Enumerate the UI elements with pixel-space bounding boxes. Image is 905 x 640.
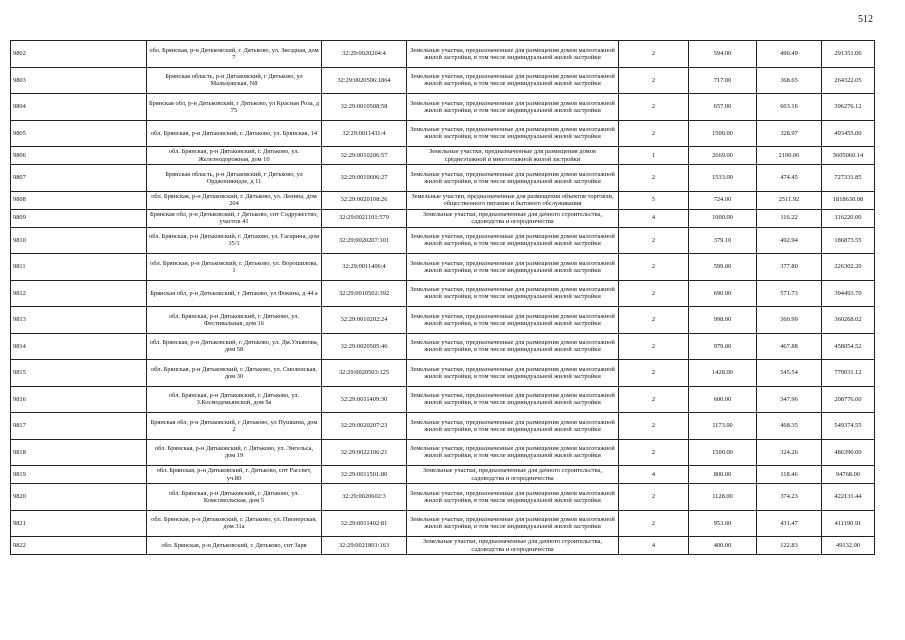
specific-value-cell: 545.54 — [757, 360, 822, 387]
address-cell: обл. Брянская, р-н Дятьковский, г. Дятьково, ул. Ленина, дом 204 — [147, 191, 322, 209]
area-cell: 1128.00 — [689, 484, 757, 511]
group-code-cell: 1 — [619, 147, 689, 165]
cadastral-value-cell: 5605060.14 — [822, 147, 875, 165]
group-code-cell: 2 — [619, 510, 689, 537]
land-use-cell: Земельные участки, предназначенные для размещения домов малоэтажной жилой застройки, в том числе индивидуальной жилой застройки — [407, 120, 619, 147]
specific-value-cell: 374.23 — [757, 484, 822, 511]
area-cell: 724.00 — [689, 191, 757, 209]
table-row — [11, 360, 875, 387]
row-number-cell: 9808 — [11, 191, 147, 209]
specific-value-cell: 324.26 — [757, 439, 822, 466]
table-row — [11, 510, 875, 537]
group-code-cell: 2 — [619, 360, 689, 387]
area-cell: 379.10 — [689, 227, 757, 254]
specific-value-cell: 368.65 — [757, 67, 822, 94]
cadastral-number-cell: 32:29:0011406:4 — [322, 254, 407, 281]
area-cell: 998.00 — [689, 307, 757, 334]
address-cell: обл. Брянская, р-н Дятьковский, г. Дятьково, снт Рассвет, уч.80 — [147, 466, 322, 484]
land-use-cell: Земельные участки, предназначенные для размещения домов малоэтажной жилой застройки, в том числе индивидуальной жилой застройки — [407, 413, 619, 440]
address-cell: обл. Брянская, р-н Дятьковский, г. Дятьково, ул. Смоленская, дом 30 — [147, 360, 322, 387]
specific-value-cell: 122.83 — [757, 537, 822, 555]
cadastral-number-cell: 32:29:0020505:46 — [322, 333, 407, 360]
address-cell: обл. Брянская, р-н Дятьковский, г. Дятьково, ул. Ворошилова, 1 — [147, 254, 322, 281]
table-row — [11, 191, 875, 209]
land-registry-table — [10, 40, 875, 555]
cadastral-value-cell: 264322.05 — [822, 67, 875, 94]
cadastral-number-cell: 32:29:0011501:80 — [322, 466, 407, 484]
specific-value-cell: 2100.06 — [757, 147, 822, 165]
area-cell: 800.00 — [689, 466, 757, 484]
table-row — [11, 94, 875, 121]
cadastral-value-cell: 94768.00 — [822, 466, 875, 484]
cadastral-value-cell: 360268.02 — [822, 307, 875, 334]
specific-value-cell: 492.94 — [757, 227, 822, 254]
area-cell: 657.00 — [689, 94, 757, 121]
group-code-cell: 2 — [619, 165, 689, 192]
group-code-cell: 2 — [619, 254, 689, 281]
specific-value-cell: 467.88 — [757, 333, 822, 360]
cadastral-value-cell: 186873.55 — [822, 227, 875, 254]
address-cell: Брянская обл, р-н Дятьковский, г Дятьково, снт Содружество, участок 41 — [147, 209, 322, 227]
table-row — [11, 439, 875, 466]
area-cell: 717.00 — [689, 67, 757, 94]
row-number-cell: 9815 — [11, 360, 147, 387]
cadastral-number-cell: 32:29:0020506:1864 — [322, 67, 407, 94]
specific-value-cell: 116.22 — [757, 209, 822, 227]
area-cell: 599.00 — [689, 254, 757, 281]
land-use-cell: Земельные участки, предназначенные для размещения домов малоэтажной жилой застройки, в том числе индивидуальной жилой застройки — [407, 227, 619, 254]
cadastral-number-cell: 32:29:0011402:81 — [322, 510, 407, 537]
table-row — [11, 537, 875, 555]
row-number-cell: 9814 — [11, 333, 147, 360]
land-use-cell: Земельные участки, предназначенные для размещения домов малоэтажной жилой застройки, в том числе индивидуальной жилой застройки — [407, 510, 619, 537]
table-row — [11, 466, 875, 484]
specific-value-cell: 431.47 — [757, 510, 822, 537]
land-use-cell: Земельные участки, предназначенные для дачного строительства, садоводства и огородничества — [407, 466, 619, 484]
land-use-cell: Земельные участки, предназначенные для размещения домов малоэтажной жилой застройки, в том числе индивидуальной жилой застройки — [407, 254, 619, 281]
row-number-cell: 9816 — [11, 386, 147, 413]
specific-value-cell: 571.73 — [757, 280, 822, 307]
group-code-cell: 2 — [619, 41, 689, 68]
address-cell: обл. Брянская, р-н Дятьковский, г. Дятьково, ул. З.Космодемьянской, дом 9а — [147, 386, 322, 413]
cadastral-number-cell: 32:29:0020207:101 — [322, 227, 407, 254]
cadastral-value-cell: 116220.00 — [822, 209, 875, 227]
cadastral-number-cell: 32:29:0010206:57 — [322, 147, 407, 165]
row-number-cell: 9807 — [11, 165, 147, 192]
cadastral-value-cell: 49132.00 — [822, 537, 875, 555]
area-cell: 1533.00 — [689, 165, 757, 192]
address-cell: Брянская обл, р-н Дятьковский, г Дятьково, ул Красная Роза, д 75 — [147, 94, 322, 121]
group-code-cell: 2 — [619, 413, 689, 440]
table-row — [11, 209, 875, 227]
cadastral-value-cell: 549374.55 — [822, 413, 875, 440]
registry-body — [11, 41, 875, 555]
address-cell: Брянская область, р-н Дятьковский, г Дятьково, ул Орджоникидзе, д 11 — [147, 165, 322, 192]
cadastral-number-cell: 32:29:0020108:26 — [322, 191, 407, 209]
address-cell: обл. Брянская, р-н Дятьковский, г. Дятьково, снт Заря — [147, 537, 322, 555]
table-row — [11, 333, 875, 360]
address-cell: обл. Брянская, р-н Дятьковский, г. Дятьково, ул. Комсомольская, дом 5 — [147, 484, 322, 511]
table-row — [11, 67, 875, 94]
cadastral-number-cell: 32:29:0010508:58 — [322, 94, 407, 121]
area-cell: 400.00 — [689, 537, 757, 555]
cadastral-value-cell: 411190.91 — [822, 510, 875, 537]
table-row — [11, 307, 875, 334]
address-cell: обл. Брянская, р-н Дятьковский, г. Дятьково, ул. Энгельса, дом 19 — [147, 439, 322, 466]
land-use-cell: Земельные участки, предназначенные для размещения домов малоэтажной жилой застройки, в том числе индивидуальной жилой застройки — [407, 360, 619, 387]
table-row — [11, 413, 875, 440]
row-number-cell: 9803 — [11, 67, 147, 94]
specific-value-cell: 347.96 — [757, 386, 822, 413]
row-number-cell: 9806 — [11, 147, 147, 165]
cadastral-value-cell: 208776.00 — [822, 386, 875, 413]
land-use-cell: Земельные участки, предназначенные для размещения домов малоэтажной жилой застройки, в том числе индивидуальной жилой застройки — [407, 484, 619, 511]
table-row — [11, 41, 875, 68]
group-code-cell: 2 — [619, 94, 689, 121]
land-use-cell: Земельные участки, предназначенные для дачного строительства, садоводства и огородничества — [407, 537, 619, 555]
address-cell: обл. Брянская, р-н Дятьковский, г. Дятьково, ул. Фестивальная, дом 16 — [147, 307, 322, 334]
land-use-cell: Земельные участки, предназначенные для размещения домов малоэтажной жилой застройки, в том числе индивидуальной жилой застройки — [407, 333, 619, 360]
group-code-cell: 2 — [619, 333, 689, 360]
cadastral-number-cell: 32:29:0011411:4 — [322, 120, 407, 147]
cadastral-number-cell: 32:29:0010202:24 — [322, 307, 407, 334]
land-use-cell: Земельные участки, предназначенные для размещения домов малоэтажной жилой застройки, в том числе индивидуальной жилой застройки — [407, 165, 619, 192]
group-code-cell: 2 — [619, 280, 689, 307]
area-cell: 600.00 — [689, 386, 757, 413]
table-row — [11, 280, 875, 307]
group-code-cell: 2 — [619, 386, 689, 413]
cadastral-value-cell: 396276.12 — [822, 94, 875, 121]
row-number-cell: 9820 — [11, 484, 147, 511]
specific-value-cell: 490.49 — [757, 41, 822, 68]
cadastral-value-cell: 226302.20 — [822, 254, 875, 281]
area-cell: 1500.00 — [689, 120, 757, 147]
table-row — [11, 484, 875, 511]
specific-value-cell: 2511.92 — [757, 191, 822, 209]
cadastral-value-cell: 779031.12 — [822, 360, 875, 387]
land-use-cell: Земельные участки, предназначенные для размещения домов малоэтажной жилой застройки, в том числе индивидуальной жилой застройки — [407, 386, 619, 413]
address-cell: обл. Брянская, р-н Дятьковский, г. Дятьково, ул. Звездная, дом 7 — [147, 41, 322, 68]
group-code-cell: 2 — [619, 120, 689, 147]
land-use-cell: Земельные участки, предназначенные для размещения домов малоэтажной жилой застройки, в том числе индивидуальной жилой застройки — [407, 67, 619, 94]
cadastral-value-cell: 486390.00 — [822, 439, 875, 466]
land-use-cell: Земельные участки, предназначенные для дачного строительства, садоводства и огородничества — [407, 209, 619, 227]
table-row — [11, 120, 875, 147]
land-use-cell: Земельные участки, предназначенные для размещения домов среднеэтажной и многоэтажной жилой застройки — [407, 147, 619, 165]
group-code-cell: 2 — [619, 484, 689, 511]
address-cell: обл. Брянская, р-н Дятьковский, г. Дятьково, ул. Дм.Ульянова, дом 58 — [147, 333, 322, 360]
group-code-cell: 2 — [619, 67, 689, 94]
cadastral-number-cell: 32:29:0020207:23 — [322, 413, 407, 440]
specific-value-cell: 118.46 — [757, 466, 822, 484]
group-code-cell: 2 — [619, 439, 689, 466]
land-use-cell: Земельные участки, предназначенные для размещения домов малоэтажной жилой застройки, в том числе индивидуальной жилой застройки — [407, 94, 619, 121]
row-number-cell: 9804 — [11, 94, 147, 121]
area-cell: 1500.00 — [689, 439, 757, 466]
area-cell: 979.00 — [689, 333, 757, 360]
group-code-cell: 5 — [619, 191, 689, 209]
address-cell: Брянская обл, р-н Дятьковский, г Дятьково, ул Пушкина, дом 2 — [147, 413, 322, 440]
cadastral-number-cell: 32:29:0011409:30 — [322, 386, 407, 413]
area-cell: 690.00 — [689, 280, 757, 307]
group-code-cell: 4 — [619, 537, 689, 555]
table-row — [11, 165, 875, 192]
cadastral-value-cell: 422131.44 — [822, 484, 875, 511]
cadastral-number-cell: 32:29:0020602:3 — [322, 484, 407, 511]
cadastral-value-cell: 394493.70 — [822, 280, 875, 307]
address-cell: обл. Брянская, р-н Дятьковский, г. Дятьково, ул. Пионерская, дом 31а — [147, 510, 322, 537]
cadastral-value-cell: 493455.00 — [822, 120, 875, 147]
specific-value-cell: 474.45 — [757, 165, 822, 192]
row-number-cell: 9818 — [11, 439, 147, 466]
land-use-cell: Земельные участки, предназначенные для размещения домов малоэтажной жилой застройки, в том числе индивидуальной жилой застройки — [407, 41, 619, 68]
cadastral-value-cell: 291351.06 — [822, 41, 875, 68]
specific-value-cell: 603.16 — [757, 94, 822, 121]
specific-value-cell: 328.97 — [757, 120, 822, 147]
page-number: 512 — [858, 14, 873, 25]
row-number-cell: 9822 — [11, 537, 147, 555]
table-row — [11, 147, 875, 165]
specific-value-cell: 468.35 — [757, 413, 822, 440]
address-cell: обл. Брянская, р-н Дятьковский, г. Дятьково, ул. Брянская, 14 — [147, 120, 322, 147]
row-number-cell: 9817 — [11, 413, 147, 440]
group-code-cell: 4 — [619, 466, 689, 484]
cadastral-value-cell: 458054.52 — [822, 333, 875, 360]
row-number-cell: 9812 — [11, 280, 147, 307]
land-use-cell: Земельные участки, предназначенные для размещения домов малоэтажной жилой застройки, в том числе индивидуальной жилой застройки — [407, 439, 619, 466]
cadastral-number-cell: 32:29:0021101:579 — [322, 209, 407, 227]
table-row — [11, 254, 875, 281]
row-number-cell: 9802 — [11, 41, 147, 68]
address-cell: обл. Брянская, р-н Дятьковский, г. Дятьково, ул. Железнодорожная, дом 10 — [147, 147, 322, 165]
cadastral-number-cell: 32:29:0021801:163 — [322, 537, 407, 555]
land-use-cell: Земельные участки, предназначенные для размещения объектов торговли, общественного питания и бытового обслуживания — [407, 191, 619, 209]
cadastral-number-cell: 32:29:0010606:27 — [322, 165, 407, 192]
cadastral-value-cell: 727331.85 — [822, 165, 875, 192]
area-cell: 1000.00 — [689, 209, 757, 227]
land-use-cell: Земельные участки, предназначенные для размещения домов малоэтажной жилой застройки, в том числе индивидуальной жилой застройки — [407, 280, 619, 307]
land-use-cell: Земельные участки, предназначенные для размещения домов малоэтажной жилой застройки, в том числе индивидуальной жилой застройки — [407, 307, 619, 334]
area-cell: 1428.00 — [689, 360, 757, 387]
address-cell: обл. Брянская, р-н Дятьковский, г. Дятьково, ул. Гагарина, дом 35/1 — [147, 227, 322, 254]
address-cell: Брянская область, р-н Дятьковский, г Дятьково, ул Мальцовская, N8 — [147, 67, 322, 94]
cadastral-number-cell: 32:29:0020204:4 — [322, 41, 407, 68]
row-number-cell: 9811 — [11, 254, 147, 281]
specific-value-cell: 360.99 — [757, 307, 822, 334]
cadastral-number-cell: 32:29:0022106:21 — [322, 439, 407, 466]
area-cell: 2669.00 — [689, 147, 757, 165]
cadastral-value-cell: 1818630.08 — [822, 191, 875, 209]
group-code-cell: 2 — [619, 227, 689, 254]
address-cell: Брянская обл, р-н Дятьковский, г Дятьково, ул Фокина, д 44 а — [147, 280, 322, 307]
area-cell: 594.00 — [689, 41, 757, 68]
row-number-cell: 9805 — [11, 120, 147, 147]
row-number-cell: 9821 — [11, 510, 147, 537]
row-number-cell: 9810 — [11, 227, 147, 254]
row-number-cell: 9819 — [11, 466, 147, 484]
row-number-cell: 9809 — [11, 209, 147, 227]
table-row — [11, 386, 875, 413]
cadastral-number-cell: 32:29:0010502:392 — [322, 280, 407, 307]
area-cell: 1173.00 — [689, 413, 757, 440]
cadastral-number-cell: 32:29:0020503:125 — [322, 360, 407, 387]
table-row — [11, 227, 875, 254]
specific-value-cell: 377.80 — [757, 254, 822, 281]
row-number-cell: 9813 — [11, 307, 147, 334]
group-code-cell: 2 — [619, 307, 689, 334]
area-cell: 953.00 — [689, 510, 757, 537]
group-code-cell: 4 — [619, 209, 689, 227]
